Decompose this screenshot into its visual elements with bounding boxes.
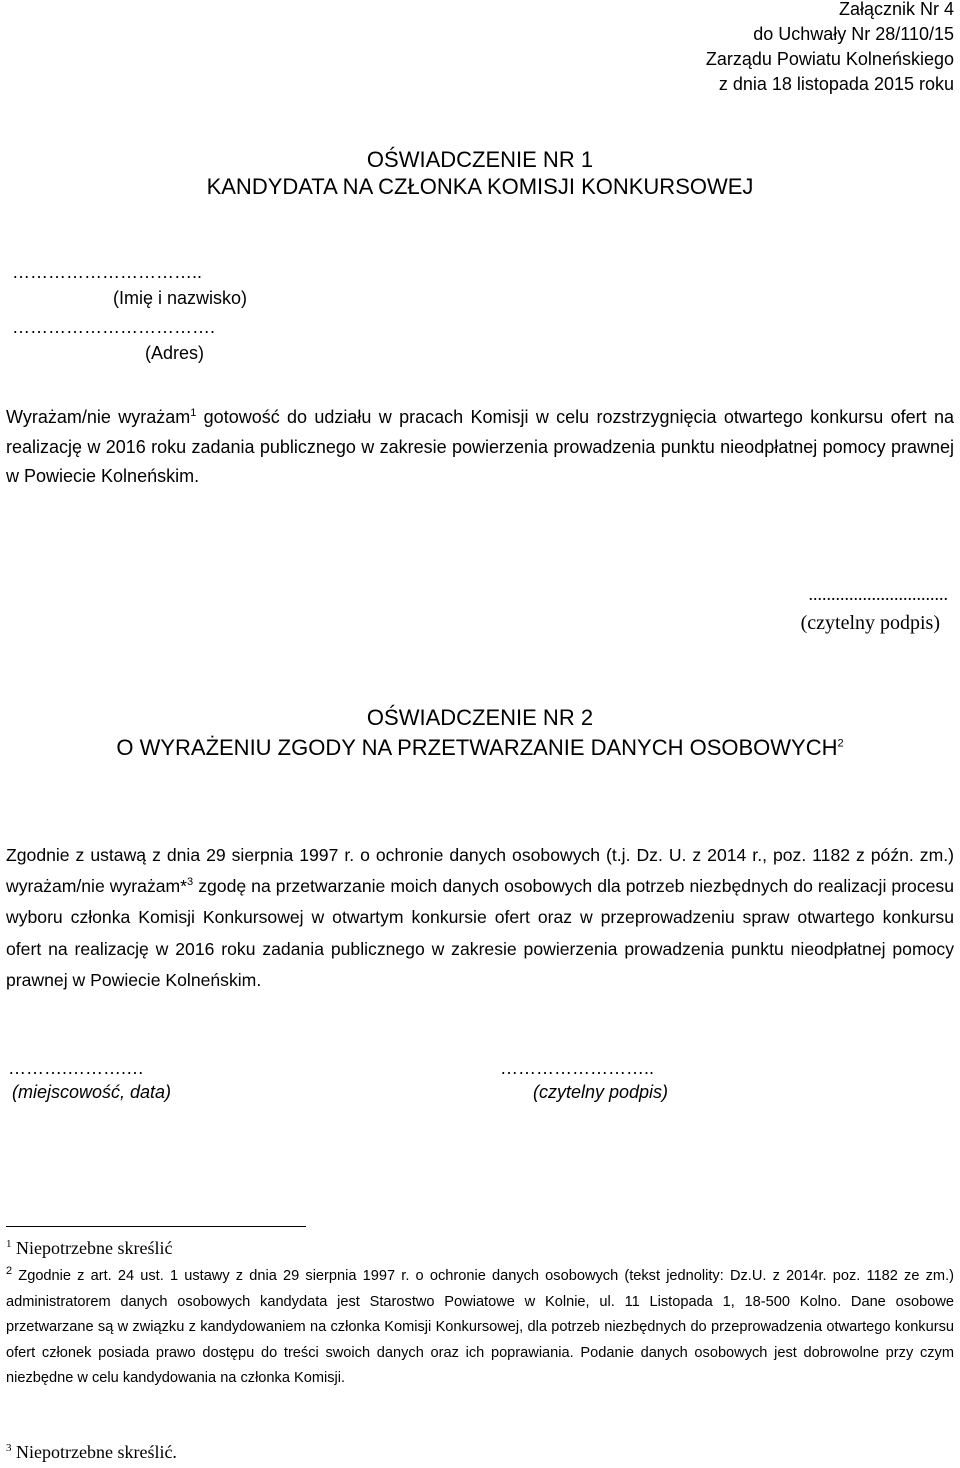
signature-label-2	[533, 1082, 668, 1103]
footnote-3-number: 3	[6, 1442, 12, 1454]
footnote-2-number: 2	[6, 1265, 13, 1278]
footnote-1-number: 1	[6, 1238, 12, 1250]
signature-label-2-text: (czytelny podpis)	[533, 1082, 669, 1102]
statement1-title: OŚWIADCZENIE NR 1	[366, 147, 594, 172]
place-date-label-text: (miejscowość, data)	[12, 1082, 172, 1102]
signature-dots-2: ……………………..	[500, 1058, 655, 1078]
footnote-divider	[6, 1226, 306, 1227]
statement2-body	[6, 840, 954, 996]
signature-dots-1: ...............................	[808, 584, 948, 604]
statement1-body-pre: Wyrażam/nie wyrażam	[6, 407, 191, 427]
footnote-1-text: Niepotrzebne skreślić	[11, 1238, 173, 1258]
footnote-2-text: Zgodnie z art. 24 ust. 1 ustawy z dnia 29 sierpnia 1997 r. o ochronie danych osobowych (tekst jednolity: Dz.U. z 2014r. poz. 1182 ze zm.) administratorem danych osobowych kandydata jest Starostwo Powiatowe w Kolnie, ul. 11 Listopada 1, 18-500 Kolno. Dane osobowe przetwarzane są w związku z kandydowaniem na członka Komisji Konkursowej, dla potrzeb niezbędnych do przeprowadzenia otwartego konkursu ofert członek posiada prawo dostępu do treści swoich danych oraz ich poprawiania. Podanie danych osobowych jest dobrowolne przy czym niezbędne w celu kandydowania na członka Komisji.	[6, 1268, 954, 1386]
header-line-4: z dnia 18 listopada 2015 roku	[718, 74, 954, 94]
statement2-title: OŚWIADCZENIE NR 2	[366, 705, 594, 730]
footnote-3-text: Niepotrzebne skreślić.	[11, 1442, 177, 1462]
place-date-dots: ……….……….…	[8, 1058, 145, 1078]
signature-label-1: (czytelny podpis)	[800, 612, 940, 634]
statement2-body-pre: Zgodnie z ustawą z dnia 29 sierpnia 1997 r. o ochronie danych osobowych (t.j. Dz. U. z 2014 r., poz. 1182 z późn. zm.) wyrażam/nie wyrażam*	[6, 845, 954, 897]
footnote-2	[6, 1264, 954, 1392]
statement1-subtitle: KANDYDATA NA CZŁONKA KOMISJI KONKURSOWEJ	[206, 174, 754, 199]
footnote-ref-1: 1	[190, 407, 197, 419]
statement1-body	[6, 403, 954, 492]
footnote-ref-3: 3	[187, 876, 194, 889]
name-dots: …………………………..	[12, 262, 203, 282]
statement2-subtitle-text: O WYRAŻENIU ZGODY NA PRZETWARZANIE DANYCH OSOBOWYCH	[116, 735, 838, 760]
header-line-2: do Uchwały Nr 28/110/15	[753, 24, 954, 44]
footnote-3	[6, 1442, 177, 1463]
footnote-1	[6, 1238, 172, 1259]
address-label: (Adres)	[145, 343, 205, 363]
header-line-1: Załącznik Nr 4	[838, 0, 954, 19]
statement2-body-post: zgodę na przetwarzanie moich danych osobowych dla potrzeb niezbędnych do realizacji procesu wyboru członka Komisji Konkursowej w otwartym konkursie ofert oraz w przeprowadzeniu spraw otwartego konkursu ofert na realizację w 2016 roku zadania publicznego w zakresie powierzenia prowadzenia punktu nieodpłatnej pomocy prawnej w Powiecie Kolneńskim.	[6, 876, 954, 990]
statement2-subtitle	[0, 735, 960, 761]
place-date-label	[12, 1082, 171, 1103]
address-dots: …………………………….	[12, 317, 216, 337]
footnote-ref-2: 2	[837, 737, 844, 750]
header-line-3: Zarządu Powiatu Kolneńskiego	[705, 49, 954, 69]
name-label: (Imię i nazwisko)	[113, 288, 248, 308]
statement1-body-post: gotowość do udziału w pracach Komisji w celu rozstrzygnięcia otwartego konkursu ofert na realizację w 2016 roku zadania publicznego w zakresie powierzenia prowadzenia punktu nieodpłatnej pomocy prawnej w Powiecie Kolneńskim.	[6, 407, 955, 486]
